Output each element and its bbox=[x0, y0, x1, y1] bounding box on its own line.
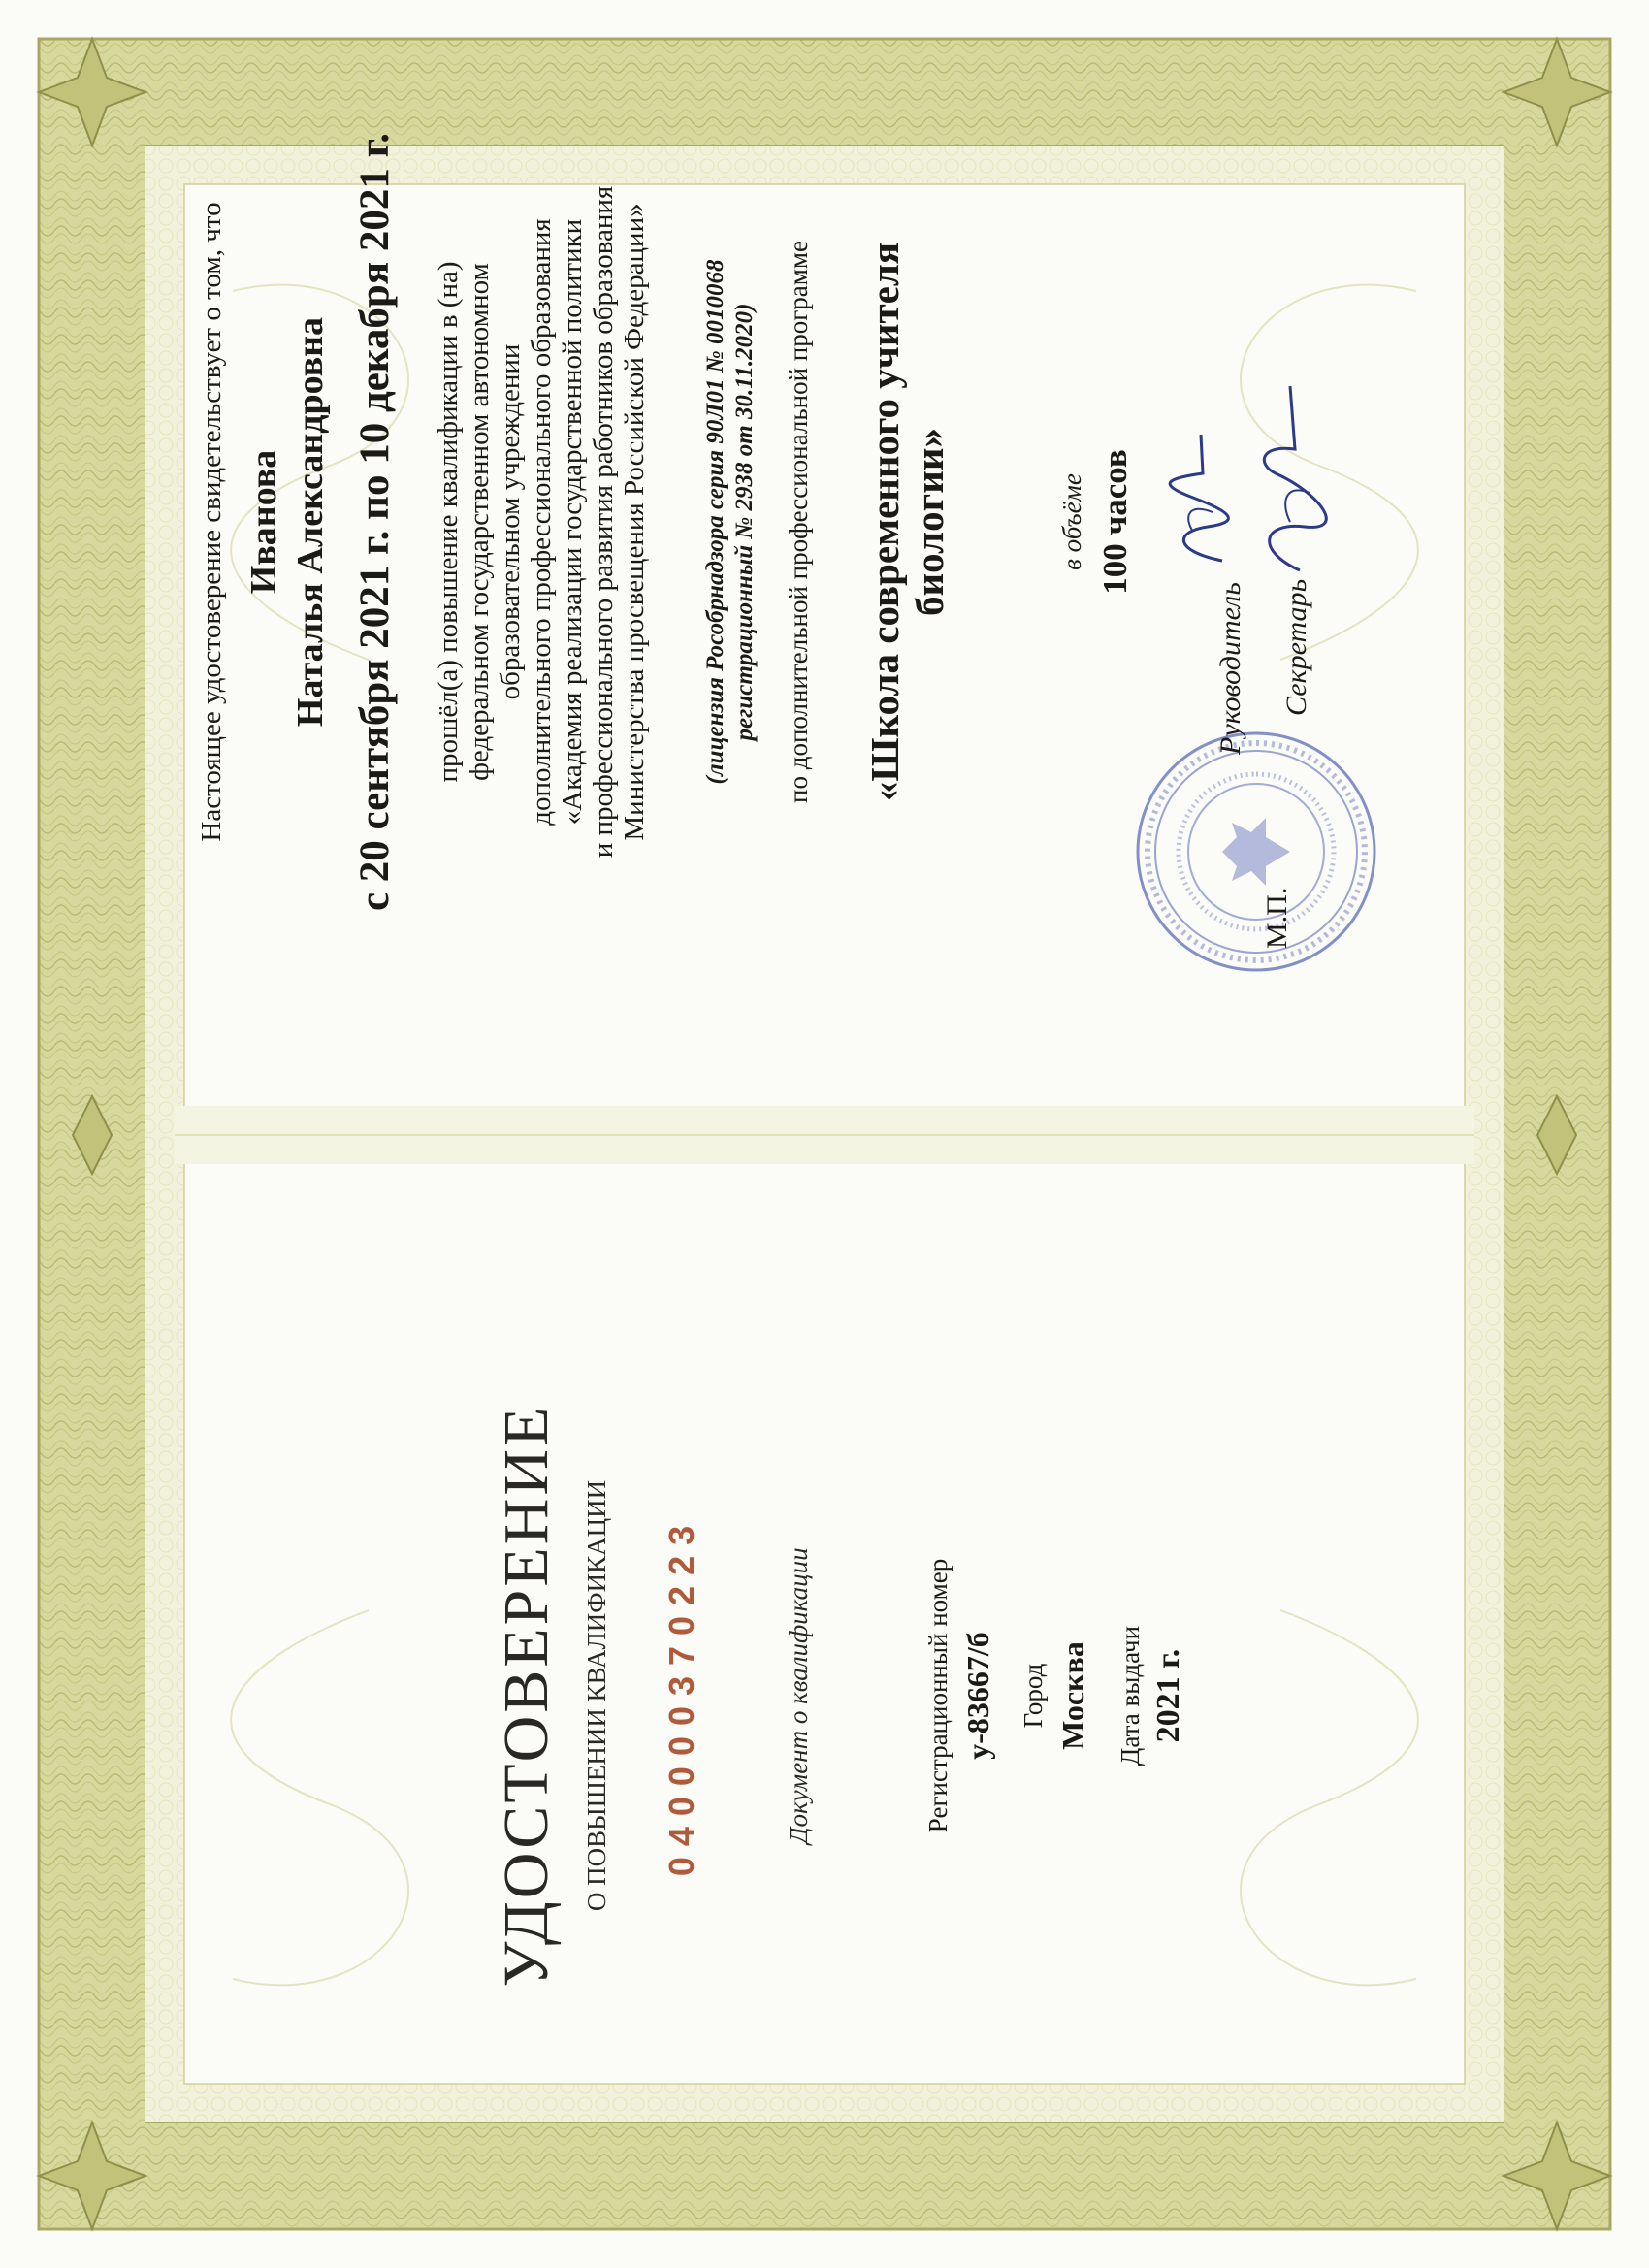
body-line: образовательном учреждении bbox=[495, 343, 526, 700]
volume-value: 100 часов bbox=[1096, 449, 1134, 595]
secretary-signature bbox=[1251, 367, 1329, 580]
recipient-given-names: Наталья Александровна bbox=[290, 316, 331, 728]
secretary-label: Секретарь bbox=[1280, 578, 1312, 716]
body-line: «Академия реализации государственной политики bbox=[557, 218, 588, 826]
body-line: и профессионального развития работников образования bbox=[588, 185, 619, 859]
program-title-line: «Школа современного учителя bbox=[862, 242, 907, 802]
issue-date: 2021 г. bbox=[1150, 1648, 1186, 1743]
volume-label: в объёме bbox=[1057, 473, 1086, 570]
training-period: с 20 сентября 2021 г. по 10 декабря 2021 г. bbox=[352, 132, 398, 912]
head-label: Руководитель bbox=[1214, 582, 1246, 755]
body-line: прошёл(а) повышение квалификации в (на) bbox=[433, 261, 464, 783]
serial-number: 040000370223 bbox=[662, 1514, 701, 1877]
program-title-line: биологии» bbox=[907, 428, 952, 616]
registration-number: у-83667/б bbox=[960, 1632, 995, 1760]
license-line: (лицензия Рособрнадзора серия 90Л01 № 0010068 bbox=[702, 259, 728, 785]
recipient-surname: Иванова bbox=[243, 449, 284, 595]
body-line: федеральном государственном автономном bbox=[464, 263, 495, 781]
official-stamp bbox=[1130, 726, 1382, 978]
program-label: по дополнительной профессиональной программе bbox=[784, 241, 813, 803]
intro-text: Настоящее удостоверение свидетельствует о том, что bbox=[196, 202, 227, 842]
document-type: Документ о квалификации bbox=[784, 1547, 813, 1844]
certificate-title: УДОСТОВЕРЕНИЕ bbox=[491, 1404, 562, 1988]
registration-label: Регистрационный номер bbox=[923, 1558, 953, 1833]
issue-date-label: Дата выдачи bbox=[1116, 1625, 1145, 1766]
certificate-subtitle: О ПОВЫШЕНИИ КВАЛИФИКАЦИИ bbox=[582, 1479, 611, 1912]
city-value: Москва bbox=[1055, 1641, 1090, 1750]
body-line: Министерства просвещения Российской Федерации» bbox=[619, 203, 650, 841]
stamp-label: М.П. bbox=[1261, 887, 1293, 949]
city-label: Город bbox=[1018, 1663, 1048, 1729]
license-line: регистрационный № 2938 от 30.11.2020) bbox=[731, 303, 758, 741]
head-signature bbox=[1164, 425, 1242, 570]
body-line: дополнительного профессионального образования bbox=[526, 218, 557, 826]
